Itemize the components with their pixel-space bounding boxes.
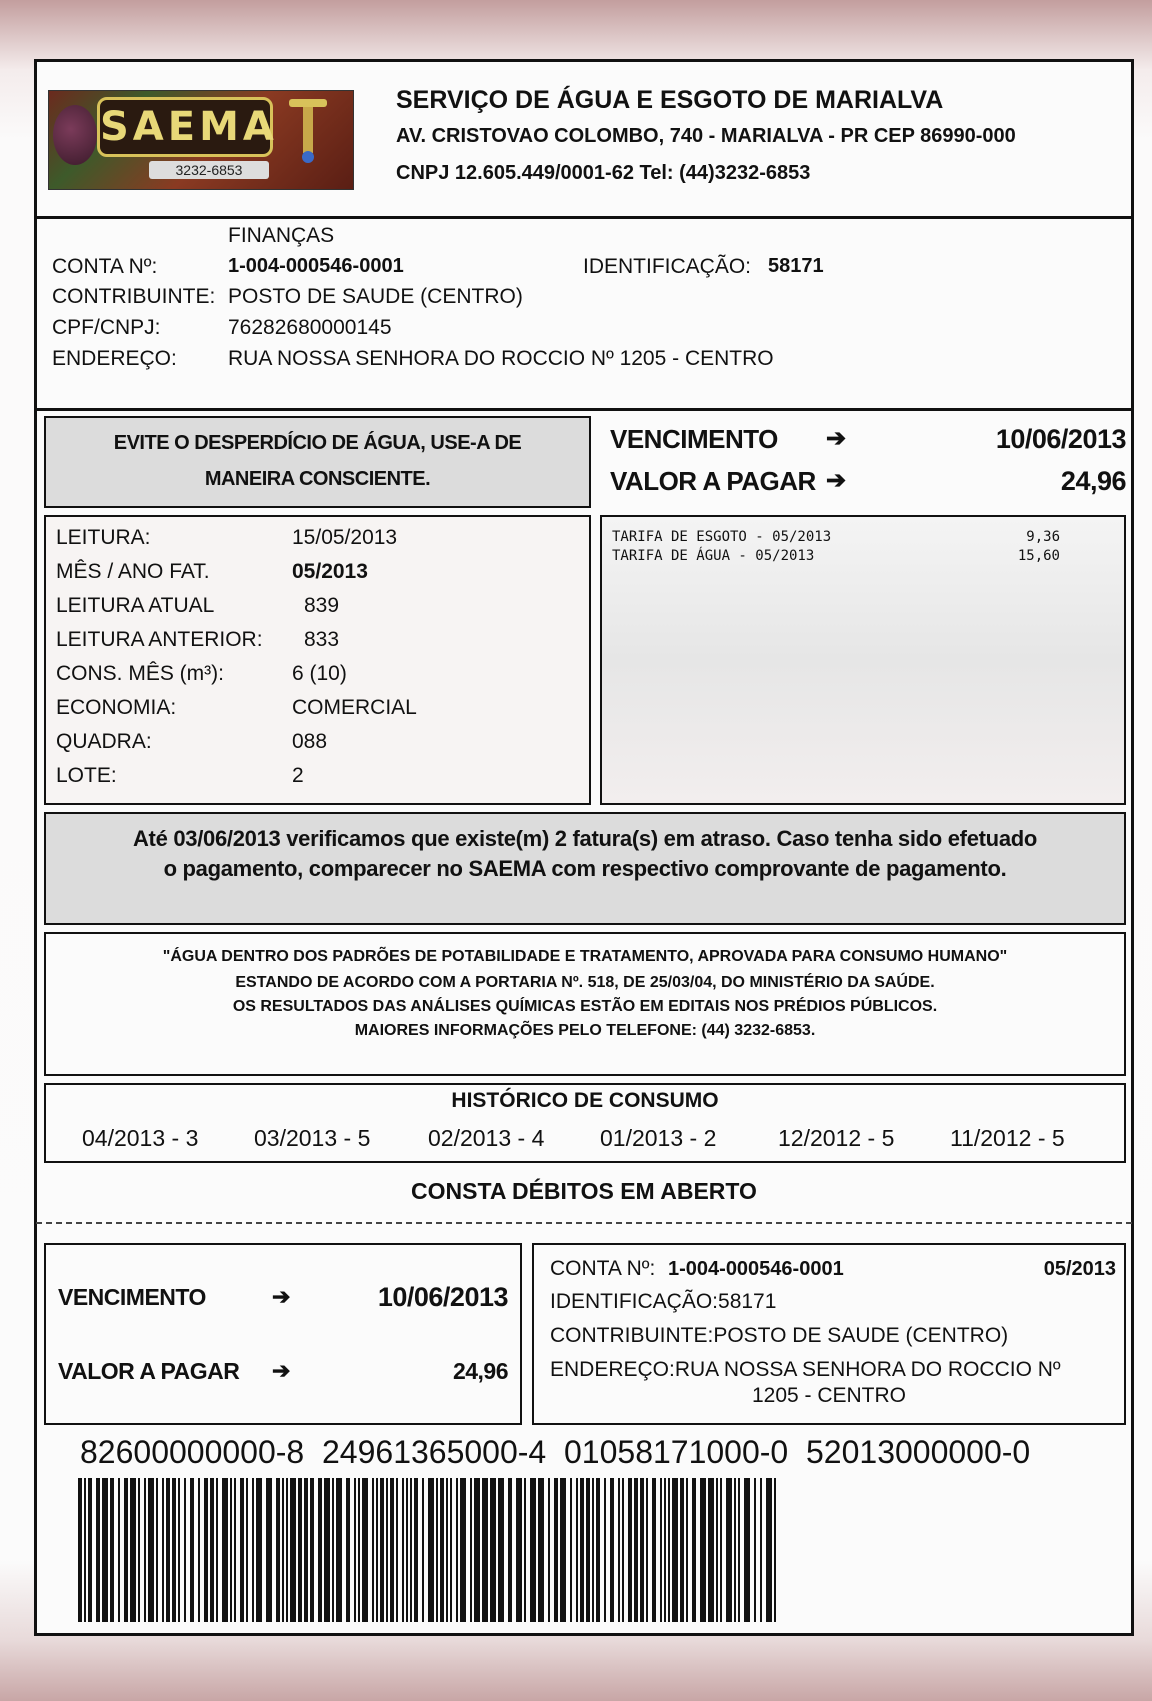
overdue-notice <box>44 812 1126 925</box>
history-item: 02/2013 - 4 <box>428 1125 545 1151</box>
utility-name: SERVIÇO DE ÁGUA E ESGOTO DE MARIALVA <box>396 86 944 114</box>
history-item: 01/2013 - 2 <box>600 1125 717 1151</box>
tariff-value: 15,60 <box>1017 548 1060 564</box>
anterior-label: LEITURA ANTERIOR: <box>56 628 263 651</box>
cpf-value: 76282680000145 <box>228 316 392 339</box>
history-title: HISTÓRICO DE CONSUMO <box>451 1089 719 1112</box>
logo-brand-text: SAEMA <box>97 97 273 157</box>
atual-label: LEITURA ATUAL <box>56 594 215 617</box>
due-date: 10/06/2013 <box>995 424 1126 454</box>
amount-value: 24,96 <box>1060 466 1126 496</box>
mes-value: 05/2013 <box>292 560 368 583</box>
utility-address: AV. CRISTOVAO COLOMBO, 740 - MARIALVA - PR CEP 86990-000 <box>396 125 1016 147</box>
cpf-label: CPF/CNPJ: <box>52 316 161 339</box>
arrow-icon: ➔ <box>272 1284 291 1309</box>
overdue-line2: o pagamento, comparecer no SAEMA com respectivo comprovante de pagamento. <box>163 856 1007 881</box>
stub-address-line2: 1205 - CENTRO <box>751 1384 907 1407</box>
endereco-value: RUA NOSSA SENHORA DO ROCCIO Nº 1205 - CENTRO <box>228 347 774 370</box>
tariff-value: 9,36 <box>1026 529 1060 545</box>
arrow-icon: ➔ <box>826 425 847 452</box>
contrib-label: CONTRIBUINTE: <box>52 285 216 308</box>
history-item: 12/2012 - 5 <box>778 1125 895 1151</box>
mes-label: MÊS / ANO FAT. <box>56 560 210 583</box>
arrow-icon: ➔ <box>826 467 847 494</box>
history-item: 04/2013 - 3 <box>82 1125 199 1151</box>
saema-logo <box>48 90 354 190</box>
endereco-label: ENDEREÇO: <box>52 347 177 370</box>
stub-address-line1: ENDEREÇO:RUA NOSSA SENHORA DO ROCCIO Nº <box>550 1358 1061 1381</box>
quality-line1: "ÁGUA DENTRO DOS PADRÕES DE POTABILIDADE E TRATAMENTO, APROVADA PARA CONSUMO HUMANO" <box>162 948 1008 965</box>
cons-value: 6 (10) <box>292 662 347 685</box>
quality-line2: ESTANDO DE ACORDO COM A PORTARIA Nº. 518, DE 25/03/04, DO MINISTÉRIO DA SAÚDE. <box>235 974 935 991</box>
stub-conta-value: 1-004-000546-0001 <box>668 1258 844 1280</box>
quadra-label: QUADRA: <box>56 730 152 753</box>
economia-label: ECONOMIA: <box>56 696 177 719</box>
tariff-label: TARIFA DE ÁGUA - 05/2013 <box>612 548 815 564</box>
stub-account-box <box>532 1243 1126 1425</box>
section-label: FINANÇAS <box>228 224 335 247</box>
consumption-history <box>44 1083 1126 1163</box>
quality-line3: OS RESULTADOS DAS ANÁLISES QUÍMICAS ESTÃO EM EDITAIS NOS PRÉDIOS PÚBLICOS. <box>232 998 938 1015</box>
grapes-icon <box>53 105 97 165</box>
leitura-value: 15/05/2013 <box>292 526 398 549</box>
quadra-value: 088 <box>292 730 328 753</box>
stub-payment-box <box>44 1243 522 1425</box>
stub-conta-label: CONTA Nº: <box>550 1257 656 1280</box>
history-item: 03/2013 - 5 <box>254 1125 371 1151</box>
open-debts-title: CONSTA DÉBITOS EM ABERTO <box>411 1178 757 1204</box>
utility-cnpj-tel: CNPJ 12.605.449/0001-62 Tel: (44)3232-6853 <box>396 162 811 184</box>
barcode-digits: 82600000000-8 24961365000-4 01058171000-0 52013000000-0 <box>80 1434 1031 1470</box>
due-label: VENCIMENTO <box>610 424 778 454</box>
logo-phone: 3232-6853 <box>149 161 269 179</box>
reading-box <box>44 515 591 805</box>
ident-value: 58171 <box>768 255 824 277</box>
arrow-icon: ➔ <box>272 1358 291 1383</box>
notice-line2: MANEIRA CONSCIENTE. <box>204 468 431 490</box>
cons-label: CONS. MÊS (m³): <box>56 662 224 685</box>
quality-line4: MAIORES INFORMAÇÕES PELO TELEFONE: (44) 3232-6853. <box>354 1022 816 1039</box>
notice-box <box>44 416 591 508</box>
barcode-image <box>78 1478 784 1622</box>
divider <box>36 408 1132 411</box>
notice-line1: EVITE O DESPERDÍCIO DE ÁGUA, USE-A DE <box>113 432 522 454</box>
history-item: 11/2012 - 5 <box>950 1125 1065 1151</box>
anterior-value: 833 <box>304 628 340 651</box>
tariff-label: TARIFA DE ESGOTO - 05/2013 <box>612 529 832 545</box>
stub-ident: IDENTIFICAÇÃO:58171 <box>550 1290 777 1313</box>
economia-value: COMERCIAL <box>292 696 417 719</box>
faucet-icon <box>283 95 333 165</box>
lote-label: LOTE: <box>56 764 117 787</box>
tear-line <box>36 1222 1132 1224</box>
leitura-label: LEITURA: <box>56 526 151 549</box>
conta-label: CONTA Nº: <box>52 255 158 278</box>
stub-reference: 05/2013 <box>1043 1258 1116 1280</box>
overdue-line1: Até 03/06/2013 verificamos que existe(m) 2 fatura(s) em atraso. Caso tenha sido efetuado <box>132 826 1038 851</box>
stub-due-date: 10/06/2013 <box>377 1282 508 1312</box>
divider <box>36 216 1132 219</box>
ident-label: IDENTIFICAÇÃO: <box>583 255 752 278</box>
amount-label: VALOR A PAGAR <box>610 466 816 496</box>
water-quality-box <box>44 932 1126 1076</box>
contrib-value: POSTO DE SAUDE (CENTRO) <box>228 285 523 308</box>
stub-contrib: CONTRIBUINTE:POSTO DE SAUDE (CENTRO) <box>550 1324 1009 1347</box>
atual-value: 839 <box>304 594 340 617</box>
stub-amount-value: 24,96 <box>452 1358 508 1384</box>
lote-value: 2 <box>292 764 304 787</box>
conta-value: 1-004-000546-0001 <box>228 255 404 277</box>
stub-amount-label: VALOR A PAGAR <box>58 1358 240 1384</box>
stub-due-label: VENCIMENTO <box>58 1284 206 1310</box>
